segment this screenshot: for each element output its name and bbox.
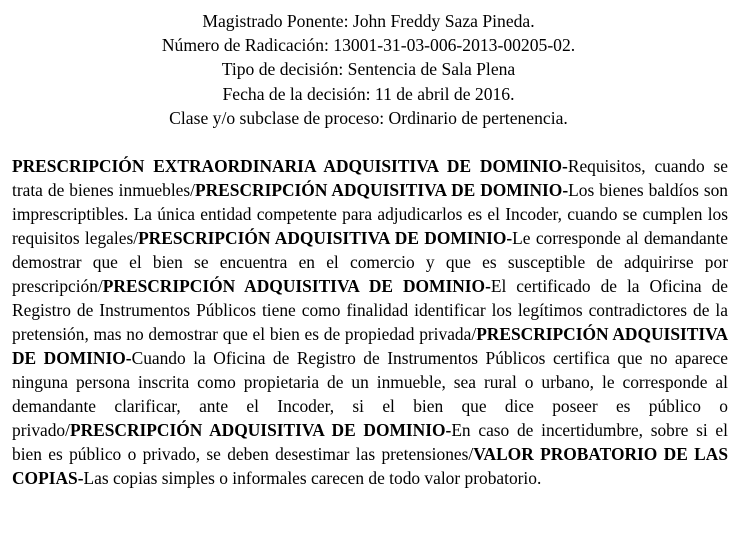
tipo-decision-line: Tipo de decisión: Sentencia de Sala Plena — [221, 59, 516, 80]
descriptor-text: Los bienes baldíos son imprescriptibles. La única entidad competente para adjudicarlos es el Incoder, cuando se cumplen los requisitos legales/ — [12, 180, 728, 248]
descriptor-heading: PRESCRIPCIÓN ADQUISITIVA DE DOMINIO- — [138, 228, 513, 248]
descriptor-text: Requisitos, cuando se trata de bienes inmuebles/ — [12, 156, 728, 200]
fecha-decision-line: Fecha de la decisión: 11 de abril de 2016. — [222, 83, 515, 104]
magistrado-ponente-line: Magistrado Ponente: John Freddy Saza Pineda. — [202, 11, 535, 31]
descriptor-text: Cuando la Oficina de Registro de Instrumentos Públicos certifica que no aparece ninguna persona inscrita como propietaria de un inmueble, sea rural o urbano, le corresponde al demandante clarificar, ante el Incoder, si el bien que dice poseer es público o privado/ — [12, 348, 728, 440]
numero-radicacion-line: Número de Radicación: 13001-31-03-006-2013-00205-02. — [161, 35, 576, 56]
descriptor-heading: PRESCRIPCIÓN ADQUISITIVA DE DOMINIO- — [12, 324, 728, 368]
descriptor-heading: PRESCRIPCIÓN ADQUISITIVA DE DOMINIO- — [195, 180, 569, 200]
clase-proceso-line: Clase y/o subclase de proceso: Ordinario de pertenencia. — [169, 107, 568, 128]
summary-paragraph — [12, 154, 728, 490]
descriptor-text: Le corresponde al demandante demostrar que el bien se encuentra en el comercio y que es susceptible de adquirirse por prescripción/ — [12, 228, 728, 296]
descriptor-heading: PRESCRIPCIÓN ADQUISITIVA DE DOMINIO- — [102, 276, 491, 296]
descriptor-heading: PRESCRIPCIÓN EXTRAORDINARIA ADQUISITIVA DE DOMINIO- — [12, 156, 568, 176]
descriptor-text: En caso de incertidumbre, sobre si el bien es público o privado, se deben desestimar las pretensiones/ — [12, 420, 728, 464]
descriptor-text: Las copias simples o informales carecen de todo valor probatorio. — [83, 468, 542, 488]
case-header — [0, 9, 737, 130]
descriptor-text: El certificado de la Oficina de Registro de Instrumentos Públicos tiene como finalidad identificar los legítimos contradictores de la pretensión, mas no demostrar que el bien es de propiedad privada/ — [12, 276, 728, 344]
descriptor-heading: PRESCRIPCIÓN ADQUISITIVA DE DOMINIO- — [69, 420, 452, 440]
descriptor-heading: VALOR PROBATORIO DE LAS COPIAS- — [12, 444, 728, 488]
